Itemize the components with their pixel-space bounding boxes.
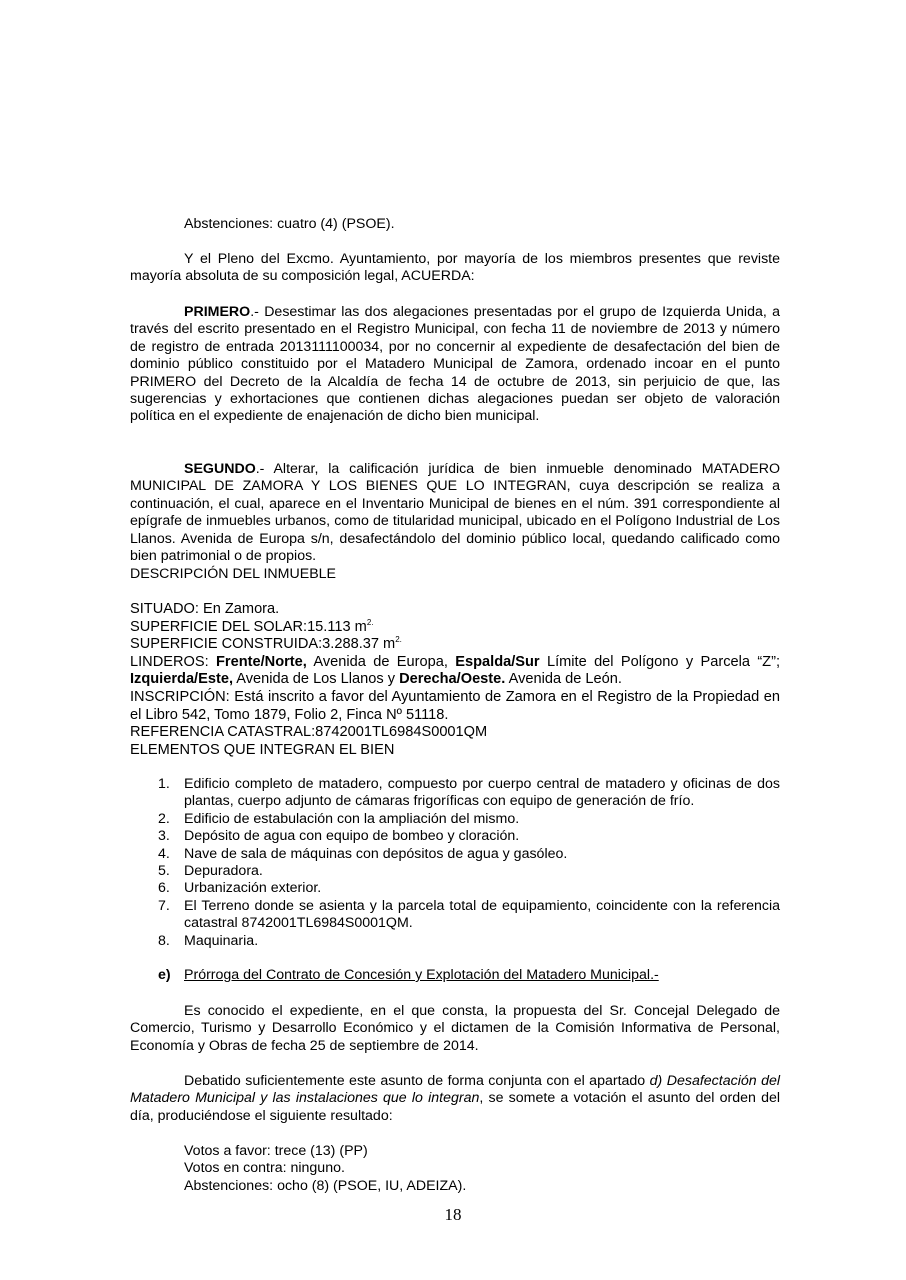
superficie-construida-text: SUPERFICIE CONSTRUIDA:3.288.37 m: [130, 636, 396, 653]
conocido-paragraph: Es conocido el expediente, en el que consta, la propuesta del Sr. Concejal Delegado de Comercio, Turismo y Desarrollo Económico y el dictamen de la Comisión Informativa de Personal, Economía y Obras de fecha 25 de septiembre de 2014.: [130, 1003, 780, 1054]
lindero-oeste-label: Derecha/Oeste.: [399, 671, 506, 688]
list-item: [130, 846, 780, 863]
lindero-oeste-text: Avenida de León.: [505, 671, 622, 688]
segundo-paragraph: [130, 461, 780, 565]
list-item: [130, 933, 780, 950]
elementos-list: [130, 776, 780, 950]
superficie-construida-line: [130, 636, 780, 654]
list-item-number: 2.: [158, 810, 170, 827]
section-title: Prórroga del Contrato de Concesión y Explotación del Matadero Municipal.-: [184, 967, 659, 983]
debatido-italic-reference: d) Desafectación del Matadero Municipal y las instalaciones que lo integran: [130, 1073, 781, 1107]
primero-paragraph: [130, 304, 780, 426]
debatido-text-before: Debatido suficientemente este asunto de forma conjunta con el apartado: [184, 1073, 650, 1089]
superficie-solar-line: [130, 619, 780, 637]
debatido-paragraph: [130, 1073, 780, 1125]
list-item-text: Urbanización exterior.: [184, 880, 322, 897]
lindero-sur-text: Límite del Polígono y Parcela “Z”;: [539, 653, 781, 670]
votos-contra: Votos en contra: ninguno.: [184, 1160, 345, 1177]
list-item-text: Edificio completo de matadero, compuesto por cuerpo central de matadero y oficinas de dos plantas, cuerpo adjunto de cámaras frigoríficas con equipo de generación de frío.: [184, 776, 780, 810]
votes-block: [184, 1143, 684, 1195]
list-item-number: 8.: [158, 932, 170, 949]
list-item-number: 5.: [158, 863, 170, 880]
superficie-solar-sup: 2.: [366, 617, 374, 627]
segundo-label: SEGUNDO: [184, 461, 256, 477]
lindero-este-text: Avenida de Los Llanos y: [233, 671, 400, 688]
referencia-catastral-line: REFERENCIA CATASTRAL:8742001TL6984S0001QM: [130, 724, 488, 741]
list-item-text: Edificio de estabulación con la ampliación del mismo.: [184, 810, 520, 827]
lindero-sur-label: Espalda/Sur: [455, 653, 540, 670]
linderos-prefix: LINDEROS:: [130, 653, 217, 670]
pleno-acuerda-paragraph: Y el Pleno del Excmo. Ayuntamiento, por mayoría de los miembros presentes que reviste mayoría absoluta de su composición legal, ACUERDA:: [130, 251, 780, 285]
inscripcion-paragraph: INSCRIPCIÓN: Está inscrito a favor del Ayuntamiento de Zamora en el Registro de la Propiedad en el Libro 542, Tomo 1879, Folio 2, Finca Nº 51118.: [130, 688, 780, 723]
list-item-number: 7.: [158, 897, 170, 914]
list-item: [130, 880, 780, 897]
lindero-este-label: Izquierda/Este,: [130, 671, 233, 688]
votos-abstenciones: Abstenciones: ocho (8) (PSOE, IU, ADEIZA).: [184, 1177, 467, 1194]
section-letter: e): [158, 967, 171, 983]
list-item-text: Depuradora.: [184, 863, 263, 880]
debatido-text-after: , se somete a votación el asunto del orden del día, produciéndose el siguiente resultado:: [130, 1090, 781, 1124]
superficie-construida-sup: 2.: [395, 635, 402, 645]
list-item: [130, 828, 780, 845]
list-item-text: Nave de sala de máquinas con depósitos de agua y gasóleo.: [184, 845, 568, 862]
primero-label: PRIMERO: [184, 304, 251, 320]
abstenciones-line: Abstenciones: cuatro (4) (PSOE).: [184, 216, 395, 232]
list-item-number: 4.: [158, 845, 170, 862]
list-item-text: Maquinaria.: [184, 932, 259, 949]
list-item: [130, 811, 780, 828]
descripcion-heading: DESCRIPCIÓN DEL INMUEBLE: [130, 566, 337, 582]
segundo-text: .- Alterar, la calificación jurídica de bien inmueble denominado MATADERO MUNICIPAL DE ZAMORA Y LOS BIENES QUE LO INTEGRAN, cuya descripción se realiza a continuación, el cual, aparece en el Inventario Municipal de bienes en el núm. 391 correspondiente al epígrafe de inmuebles urbanos, como de titularidad municipal, ubicado en el Polígono Industrial de Los Llanos. Avenida de Europa s/n, desafectándolo del dominio público local, quedando calificado como bien patrimonial o de propios.: [130, 461, 780, 565]
page-number: 18: [444, 1205, 462, 1224]
linderos-paragraph: [130, 654, 780, 689]
primero-text: .- Desestimar las dos alegaciones presentadas por el grupo de Izquierda Unida, a través del escrito presentado en el Registro Municipal, con fecha 11 de noviembre de 2013 y número de registro de entrada 2013111100034, por no concernir al expediente de desafectación del bien de dominio público constituido por el Matadero Municipal de Zamora, ordenado incoar en el punto PRIMERO del Decreto de la Alcaldía de fecha 14 de octubre de 2013, sin perjuicio de que, las sugerencias y exhortaciones que contienen dichas alegaciones puedan ser objeto de valoración política en el expediente de enajenación de dicho bien municipal.: [130, 304, 780, 425]
lindero-norte-text: Avenida de Europa,: [306, 653, 456, 670]
list-item-text: El Terreno donde se asienta y la parcela total de equipamiento, coincidente con la referencia catastral 8742001TL6984S0001QM.: [184, 897, 780, 932]
superficie-solar-text: SUPERFICIE DEL SOLAR:15.113 m: [130, 618, 367, 635]
list-item-number: 1.: [158, 776, 170, 792]
list-item-number: 3.: [158, 828, 170, 845]
list-item-text: Depósito de agua con equipo de bombeo y cloración.: [184, 828, 520, 845]
descripcion-details: [130, 601, 780, 759]
elementos-heading: ELEMENTOS QUE INTEGRAN EL BIEN: [130, 741, 395, 758]
votos-favor: Votos a favor: trece (13) (PP): [184, 1143, 368, 1159]
list-item: [130, 776, 780, 811]
list-item: [130, 863, 780, 880]
list-item-number: 6.: [158, 880, 170, 897]
lindero-norte-label: Frente/Norte,: [216, 653, 307, 670]
situado-line: SITUADO: En Zamora.: [130, 601, 280, 617]
list-item: [130, 898, 780, 933]
